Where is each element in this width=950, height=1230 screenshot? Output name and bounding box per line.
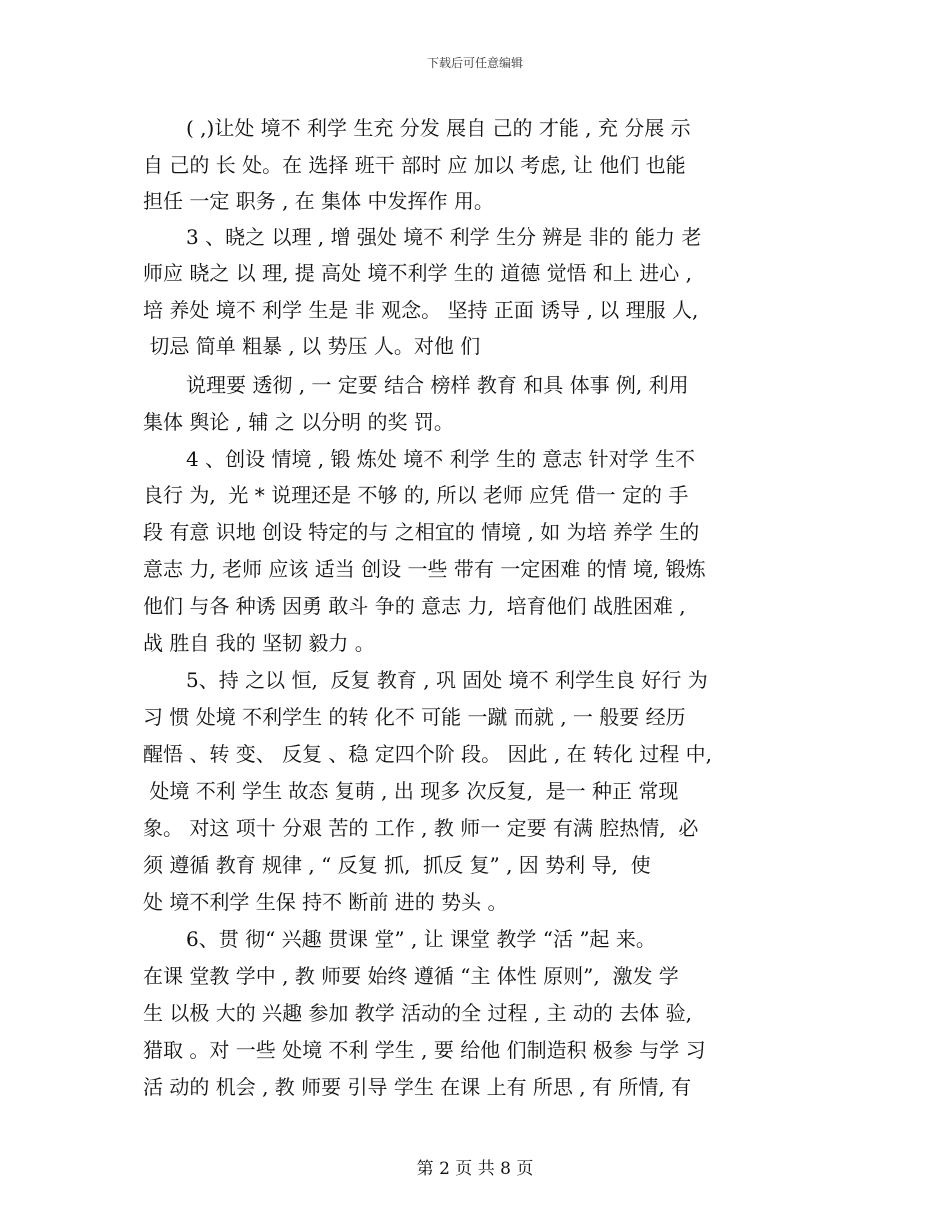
text-line: 3 、晓之 以理 , 增 强处 境不 利学 生分 辨是 非的 能力 老 <box>186 225 702 249</box>
text-line: 集体 舆论 , 辅 之 以分明 的奖 罚。 <box>143 410 454 434</box>
text-line: 生 以极 大的 兴趣 参加 教学 活动的全 过程 , 主 动的 去体 验, <box>143 1001 693 1025</box>
text-line: 象。 对这 项十 分艰 苦的 工作 , 教 师一 定要 有满 腔热情, 必 <box>143 816 699 840</box>
page-header: 下载后可任意编辑 <box>426 56 523 70</box>
text-line: 醒悟 、转 变、 反复 、稳 定四个阶 段。 因此 , 在 转化 过程 中, <box>143 742 713 766</box>
text-line: 说理要 透彻 , 一 定要 结合 榜样 教育 和具 体事 例, 利用 <box>186 373 689 397</box>
text-line: 活 动的 机会 , 教 师要 引导 学生 在课 上有 所思 , 有 所情, 有 <box>143 1075 692 1099</box>
text-line: 良行 为, 光 * 说理还是 不够 的, 所以 老师 应凭 借一 定的 手 <box>143 483 689 507</box>
text-line: 意志 力, 老师 应该 适当 创设 一些 带有 一定困难 的情 境, 锻炼 <box>143 557 706 581</box>
text-line: 段 有意 识地 创设 特定的与 之相宜的 情境 , 如 为培 养学 生的 <box>143 520 700 544</box>
text-line: 须 遵循 教育 规律 , “ 反复 抓, 抓反 复” , 因 势利 导, 使 <box>143 853 651 877</box>
text-line: 担任 一定 职务 , 在 集体 中发挥作 用。 <box>143 189 494 213</box>
text-line: 处境 不利 学生 故态 复萌 , 出 现多 次反复, 是一 种正 常现 <box>143 779 679 803</box>
text-line: 猎取 。对 一些 处境 不利 学生 , 要 给他 们制造积 极参 与学 习 <box>143 1038 706 1062</box>
text-line: 切忌 简单 粗暴 , 以 势压 人。对他 们 <box>143 334 481 358</box>
text-line: 在课 堂教 学中 , 教 师要 始终 遵循 “主 体性 原则”, 激发 学 <box>143 964 679 988</box>
text-line: 习 惯 处境 不利学生 的转 化不 可能 一蹴 而就 , 一 般要 经历 <box>143 705 686 729</box>
text-line: 战 胜自 我的 坚韧 毅力 。 <box>143 631 375 655</box>
text-line: 培 养处 境不 利学 生是 非 观念。 坚持 正面 诱导 , 以 理服 人, <box>143 298 699 322</box>
text-line: 6、贯 彻“ 兴趣 贯课 堂” , 让 课堂 教学 “活 ”起 来。 <box>186 927 656 951</box>
text-line: 自 己的 长 处。在 选择 班干 部时 应 加以 考虑, 让 他们 也能 <box>143 153 686 177</box>
page-footer: 第 2 页 共 8 页 <box>416 1159 534 1179</box>
text-line: 4 、创设 情境 , 锻 炼处 境不 利学 生的 意志 针对学 生不 <box>186 447 696 471</box>
text-line: 他们 与各 种诱 因勇 敢斗 争的 意志 力, 培育他们 战胜困难 , <box>143 594 686 618</box>
text-line: 处 境不利学 生保 持不 断前 进的 势头 。 <box>143 890 508 914</box>
text-line: ( ,)让处 境不 利学 生充 分发 展自 己的 才能 , 充 分展 示 <box>186 116 691 140</box>
text-line: 师应 晓之 以 理, 提 高处 境不利学 生的 道德 觉悟 和上 进心 , <box>143 261 693 285</box>
text-line: 5、持 之以 恒, 反复 教育 , 巩 固处 境不 利学生良 好行 为 <box>186 668 708 692</box>
